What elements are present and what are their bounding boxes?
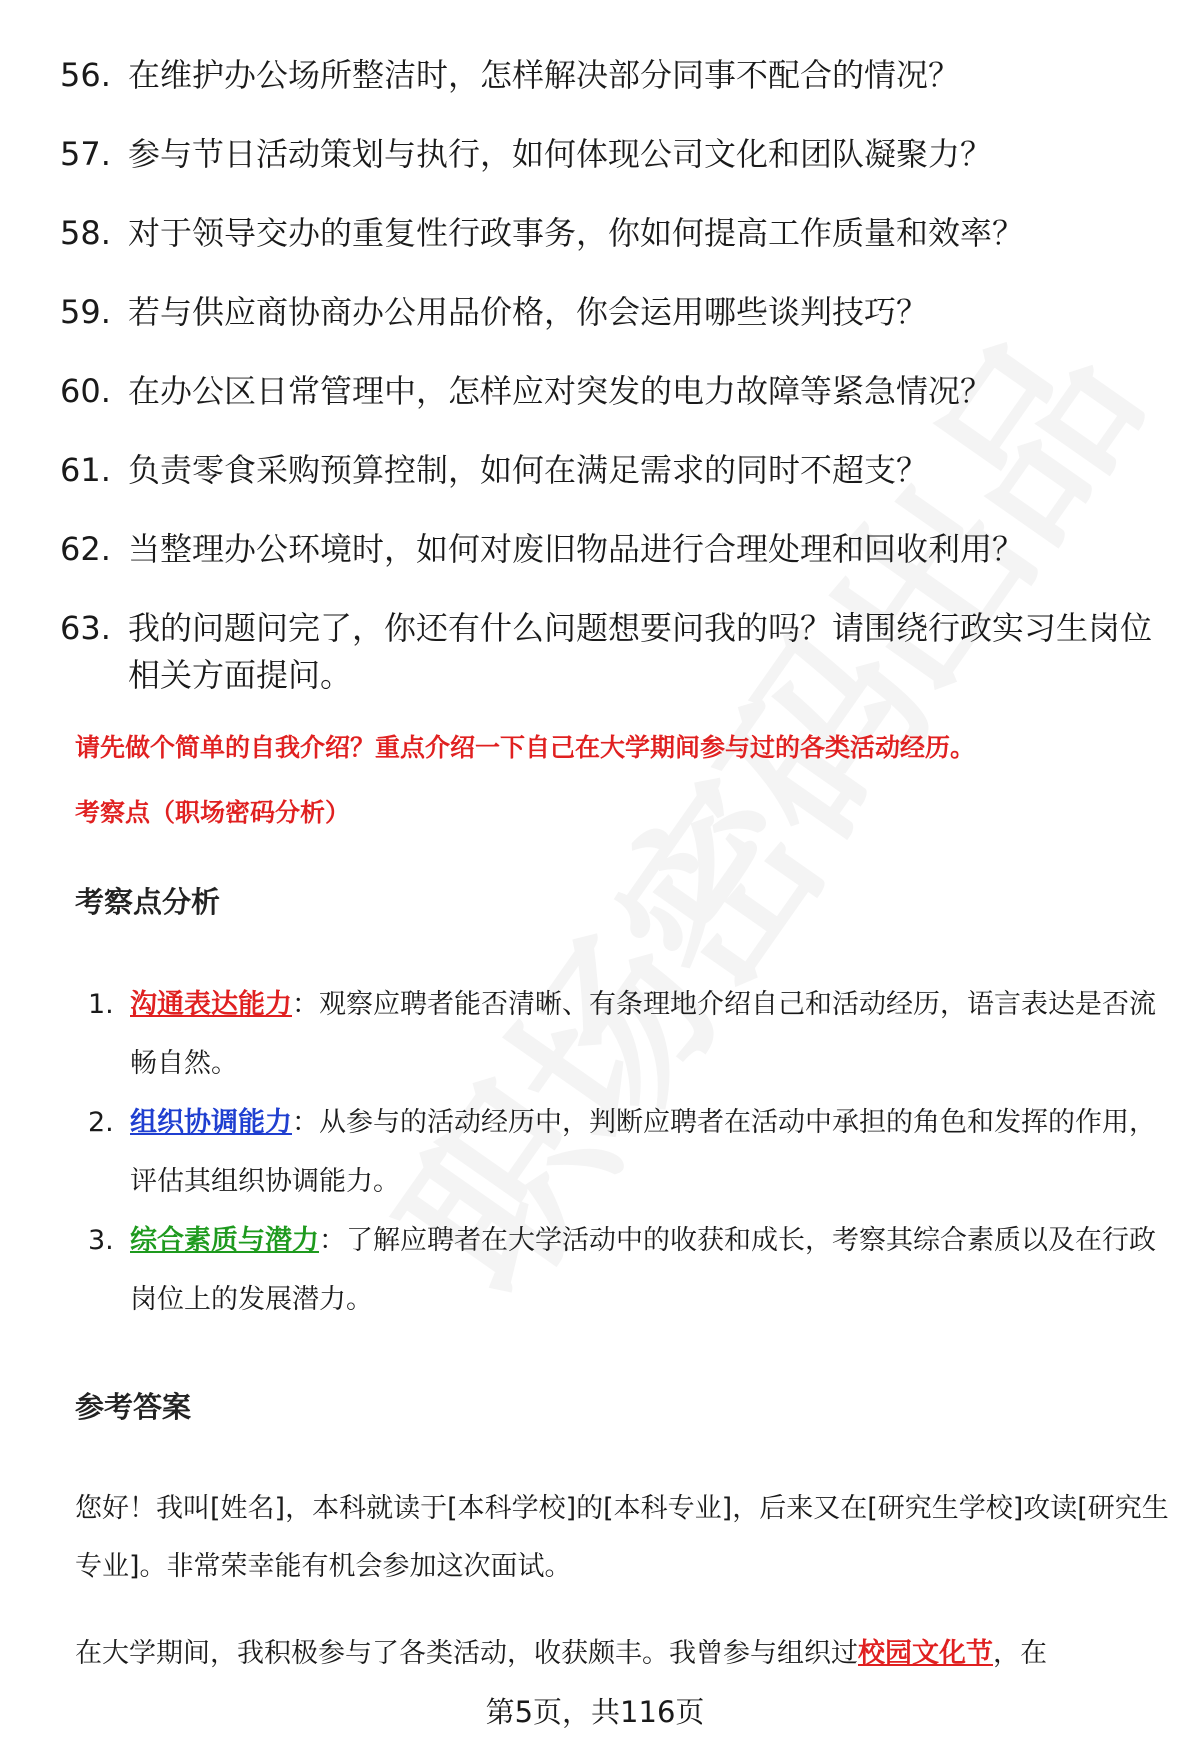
- question-text: 负责零食采购预算控制，如何在满足需求的同时不超支？: [128, 451, 929, 489]
- list-item: [60, 289, 1160, 336]
- question-number: 56.: [60, 56, 111, 94]
- list-item: [60, 131, 1160, 178]
- keyword-link[interactable]: 组织协调能力: [130, 1107, 292, 1138]
- question-number: 63.: [60, 609, 111, 647]
- point-number: 3.: [88, 1225, 114, 1256]
- keyword-link[interactable]: 沟通表达能力: [130, 989, 292, 1020]
- question-number: 61.: [60, 451, 111, 489]
- list-item: [60, 368, 1160, 415]
- analysis-points: [88, 975, 1168, 1329]
- list-item: [88, 1093, 1168, 1211]
- question-number: 57.: [60, 135, 111, 173]
- list-item: [60, 447, 1160, 494]
- answer-text: ，在: [993, 1638, 1047, 1669]
- keyword-link[interactable]: 校园文化节: [858, 1638, 993, 1669]
- answer-text: 在大学期间，我积极参与了各类活动，收获颇丰。我曾参与组织过: [75, 1638, 858, 1669]
- question-text: 对于领导交办的重复性行政事务，你如何提高工作质量和效率？: [128, 214, 1025, 252]
- list-item: [88, 975, 1168, 1093]
- question-text: 我的问题问完了，你还有什么问题想要问我的吗？请围绕行政实习生岗位相关方面提问。: [128, 609, 1153, 694]
- question-text: 若与供应商协商办公用品价格，你会运用哪些谈判技巧？: [128, 293, 929, 331]
- highlight-question: 请先做个简单的自我介绍？重点介绍一下自己在大学期间参与过的各类活动经历。: [75, 733, 976, 762]
- question-text: 在维护办公场所整洁时，怎样解决部分同事不配合的情况？: [128, 56, 961, 94]
- question-number: 60.: [60, 372, 111, 410]
- question-number: 62.: [60, 530, 111, 568]
- point-number: 1.: [88, 989, 114, 1020]
- answer-paragraph: 您好！我叫[姓名]，本科就读于[本科学校]的[本科专业]，后来又在[研究生学校]攻读[研究生专业]。非常荣幸能有机会参加这次面试。: [75, 1493, 1169, 1582]
- question-number: 59.: [60, 293, 111, 331]
- point-text: ：观察应聘者能否清晰、有条理地介绍自己和活动经历，语言表达是否流畅自然。: [130, 989, 1156, 1079]
- page-footer: 第5页，共116页: [485, 1695, 705, 1729]
- question-list: [60, 52, 1160, 731]
- analysis-heading: 考察点分析: [75, 885, 221, 919]
- answer-heading: 参考答案: [75, 1390, 192, 1424]
- list-item: [88, 1211, 1168, 1329]
- list-item: [60, 605, 1160, 699]
- list-item: [60, 52, 1160, 99]
- point-text: ：了解应聘者在大学活动中的收获和成长，考察其综合素质以及在行政岗位上的发展潜力。: [130, 1225, 1156, 1315]
- question-text: 在办公区日常管理中，怎样应对突发的电力故障等紧急情况？: [128, 372, 993, 410]
- list-item: [60, 526, 1160, 573]
- list-item: [60, 210, 1160, 257]
- question-text: 参与节日活动策划与执行，如何体现公司文化和团队凝聚力？: [128, 135, 993, 173]
- answer-paragraph: [75, 1625, 1170, 1683]
- keyword-link[interactable]: 综合素质与潜力: [130, 1225, 319, 1256]
- question-number: 58.: [60, 214, 111, 252]
- point-number: 2.: [88, 1107, 114, 1138]
- question-text: 当整理办公环境时，如何对废旧物品进行合理处理和回收利用？: [128, 530, 1025, 568]
- highlight-subtitle: 考察点（职场密码分析）: [75, 798, 351, 827]
- point-text: ：从参与的活动经历中，判断应聘者在活动中承担的角色和发挥的作用，评估其组织协调能力。: [130, 1107, 1156, 1197]
